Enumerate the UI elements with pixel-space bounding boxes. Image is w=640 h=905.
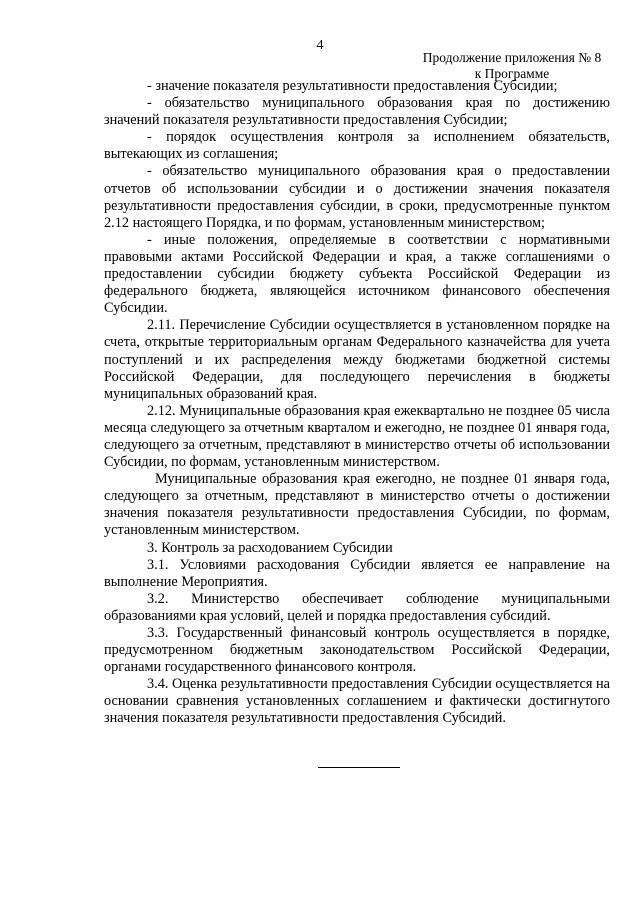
- closing-rule: [318, 767, 400, 768]
- paragraph-2-12: 2.12. Муниципальные образования края ежеквартально не позднее 05 числа месяца следующего за отчетным кварталом и ежегодно, не позднее 01 января года, следующего за отчетным, представляют в министерство отчеты об использовании Субсидии, по формам, установленным министерством.: [104, 402, 610, 471]
- appendix-note-line1: Продолжение приложения № 8: [422, 50, 602, 65]
- paragraph-2-11: 2.11. Перечисление Субсидии осуществляется в установленном порядке на счета, открытые территориальным органам Федерального казначейства для учета поступлений и их распределения между бюджетами бюджетной системы Российской Федерации, для последующего перечисления в бюджеты муниципальных образований края.: [104, 317, 610, 402]
- appendix-note-line2: к Программе: [474, 66, 550, 81]
- paragraph-3-4: 3.4. Оценка результативности предоставления Субсидии осуществляется на основании сравнения установленных соглашением и фактически достигнутого значения показателя результативности предоставления Субсидий.: [104, 676, 610, 727]
- paragraph-control-procedure: - порядок осуществления контроля за исполнением обязательств, вытекающих из соглашения;: [104, 129, 610, 163]
- paragraph-obligation-achievement: - обязательство муниципального образования края по достижению значений показателя результативности предоставления Субсидии;: [104, 95, 610, 129]
- paragraph-other-provisions: - иные положения, определяемые в соответствии с нормативными правовыми актами Российской Федерации и края, а также соглашениями о предоставлении субсидии бюджету субъекта Российской Федерации из федерального бюджета, являющейся источником финансового обеспечения Субсидии.: [104, 231, 610, 317]
- paragraph-3-2: 3.2. Министерство обеспечивает соблюдение муниципальными образованиями края условий, целей и порядка предоставления субсидий.: [104, 590, 610, 624]
- paragraph-reporting-obligation: - обязательство муниципального образования края о предоставлении отчетов об использовании субсидии и о достижении значения показателя результативности предоставления субсидии, в сроки, предусмотренные пунктом 2.12 настоящего Порядка, и по формам, установленным министерством;: [104, 163, 610, 231]
- paragraph-3-3: 3.3. Государственный финансовый контроль осуществляется в порядке, предусмотренном бюджетным законодательством Российской Федерации, органами государственного финансового контроля.: [104, 625, 610, 676]
- page-number: 4: [316, 38, 324, 53]
- paragraph-indicator-value: - значение показателя результативности предоставления Субсидии;: [147, 78, 558, 94]
- paragraph-3-1: 3.1. Условиями расходования Субсидии является ее направление на выполнение Мероприятия.: [104, 556, 610, 590]
- paragraph-annual-reports: Муниципальные образования края ежегодно, не позднее 01 января года, следующего за отчетным, представляют в министерство отчеты о достижении значения показателя результативности предоставления Субсидии, по формам, установленным министерством.: [104, 471, 610, 539]
- section-3-title: 3. Контроль за расходованием Субсидии: [147, 539, 393, 556]
- document-body: [104, 78, 610, 728]
